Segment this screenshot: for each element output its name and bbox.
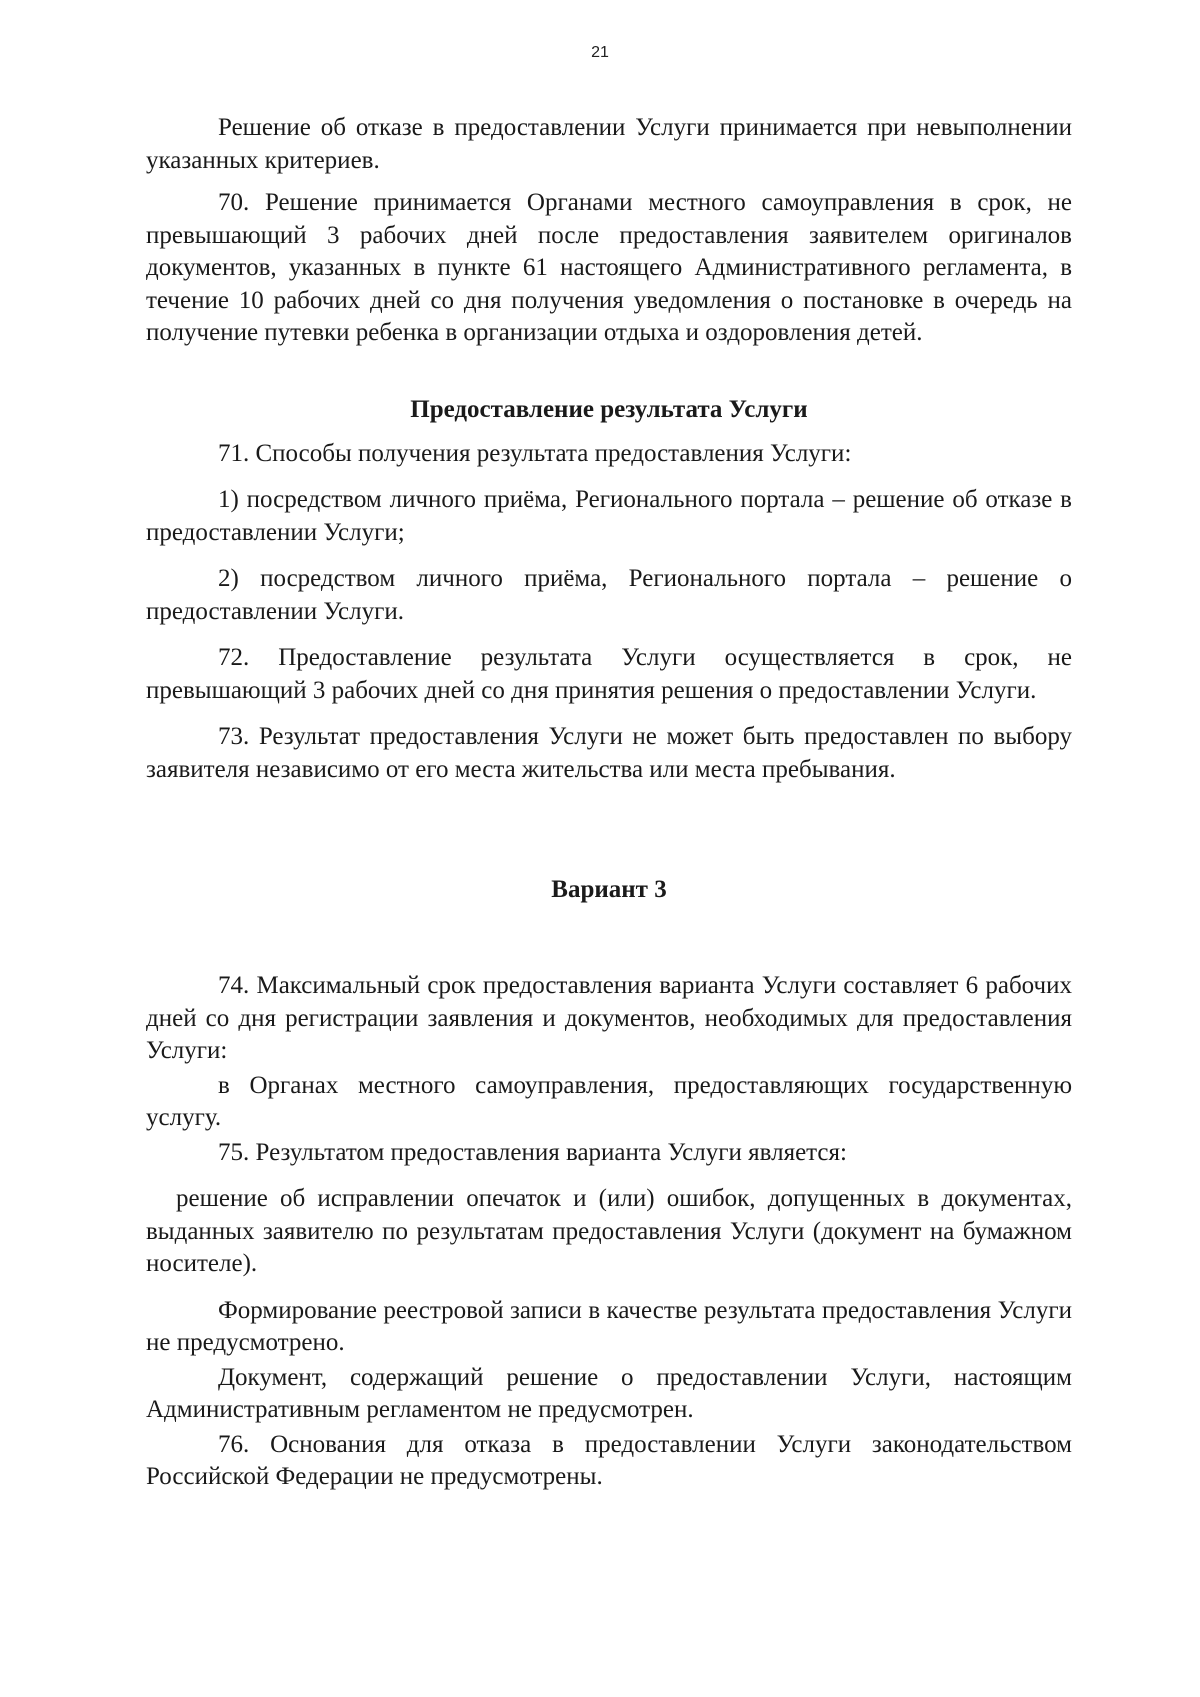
paragraph-74: 74. Максимальный срок предоставления варианта Услуги составляет 6 рабочих дней со дня регистрации заявления и документов, необходимых для предоставления Услуги: <box>146 972 1072 1064</box>
heading-result-provision: Предоставление результата Услуги <box>410 395 808 423</box>
paragraph-74-organs: в Органах местного самоуправления, предоставляющих государственную услугу. <box>146 1071 1072 1131</box>
paragraph-registry-record: Формирование реестровой записи в качестве результата предоставления Услуги не предусмотрено. <box>146 1296 1072 1356</box>
paragraph-70: 70. Решение принимается Органами местного самоуправления в срок, не превышающий 3 рабочих дней после предоставления заявителем оригиналов документов, указанных в пункте 61 настоящего Административного регламента, в течение 10 рабочих дней со дня получения уведомления о постановке в очередь на получение путевки ребенка в организации отдыха и оздоровления детей. <box>146 189 1072 346</box>
paragraph-75: 75. Результатом предоставления варианта Услуги является: <box>218 1138 847 1166</box>
paragraph-72: 72. Предоставление результата Услуги осуществляется в срок, не превышающий 3 рабочих дней со дня принятия решения о предоставлении Услуги. <box>146 644 1072 704</box>
heading-variant-3: Вариант 3 <box>551 876 667 903</box>
paragraph-75-decision: решение об исправлении опечаток и (или) ошибок, допущенных в документах, выданных заявителю по результатам предоставления Услуги (документ на бумажном носителе). <box>146 1185 1072 1277</box>
paragraph-decision-document: Документ, содержащий решение о предоставлении Услуги, настоящим Административным регламентом не предусмотрен. <box>146 1363 1072 1423</box>
document-body <box>146 112 1072 1494</box>
paragraph-76: 76. Основания для отказа в предоставлении Услуги законодательством Российской Федерации не предусмотрены. <box>146 1430 1072 1490</box>
paragraph-71-item-2: 2) посредством личного приёма, Регионального портала – решение о предоставлении Услуги. <box>146 565 1072 625</box>
paragraph-refusal-decision: Решение об отказе в предоставлении Услуги принимается при невыполнении указанных критериев. <box>146 114 1072 174</box>
page-number: 21 <box>591 44 609 61</box>
paragraph-71: 71. Способы получения результата предоставления Услуги: <box>218 439 852 467</box>
paragraph-71-item-1: 1) посредством личного приёма, Регионального портала – решение об отказе в предоставлении Услуги; <box>146 486 1072 546</box>
paragraph-73: 73. Результат предоставления Услуги не может быть предоставлен по выбору заявителя независимо от его места жительства или места пребывания. <box>146 723 1072 783</box>
